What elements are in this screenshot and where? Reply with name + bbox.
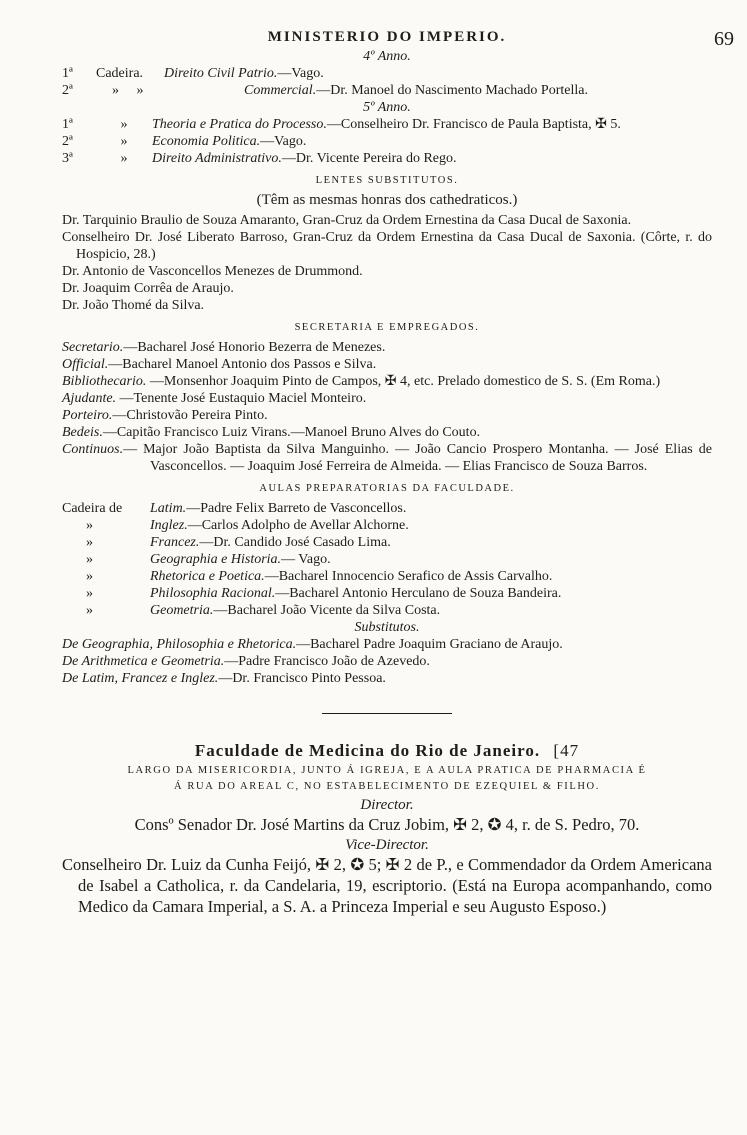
substitutes-heading: LENTES SUBSTITUTOS. (315, 175, 459, 186)
staff-entry (62, 390, 712, 407)
substituto-row (62, 653, 712, 670)
aula-teacher: —Bacharel Antonio Herculano de Souza Bandeira. (275, 586, 562, 601)
aula-teacher: —Dr. Candido José Casado Lima. (199, 535, 391, 550)
staff-text: —Capitão Francisco Luiz Virans.—Manoel Bruno Alves do Couto. (102, 425, 481, 440)
substituto-teacher: —Bacharel Padre Joaquim Graciano de Araujo. (296, 637, 563, 652)
chair-row (62, 82, 712, 99)
staff-entry (62, 441, 712, 475)
aula-teacher: — Vago. (281, 552, 331, 567)
aula-subject: Latim. (150, 501, 187, 516)
chair-subject: Commercial. (244, 83, 317, 98)
substitute-entry: Dr. Joaquim Corrêa de Araujo. (62, 281, 234, 296)
chair-number: 1ª (62, 66, 73, 81)
staff-role: Bibliothecario. (62, 374, 147, 389)
aula-subject: Geometria. (150, 603, 214, 618)
staff-role: Official. (62, 357, 109, 372)
staff-entry (62, 356, 712, 373)
staff-role: Bedeis. (62, 425, 103, 440)
staff-role: Ajudante. (62, 391, 117, 406)
aula-subject: Inglez. (150, 518, 188, 533)
substitutos-title: Substitutos. (354, 620, 420, 635)
address-line: Á RUA DO AREAL C, NO ESTABELECIMENTO DE EZEQUIEL & FILHO. (174, 781, 600, 792)
staff-entry (62, 407, 712, 424)
director-text: Consº Senador Dr. José Martins da Cruz Jobim, ✠ 2, ✪ 4, r. de S. Pedro, 70. (134, 815, 640, 834)
aula-row (62, 551, 712, 568)
ditto-mark: » (120, 134, 128, 149)
staff-role: Secretario. (62, 340, 124, 355)
faculdade-title (62, 742, 712, 759)
aula-row (62, 568, 712, 585)
page-number: 69 (714, 28, 734, 50)
chair-row (62, 133, 712, 150)
substituto-subject: De Arithmetica e Geometria. (62, 654, 225, 669)
aulas-heading: AULAS PREPARATORIAS DA FACULDADE. (259, 483, 515, 494)
staff-text: —Tenente José Eustaquio Maciel Monteiro. (116, 391, 367, 406)
substitute-entry: Conselheiro Dr. José Liberato Barroso, Gran-Cruz da Ordem Ernestina da Casa Ducal de Saxonia. (Côrte, r. do Hospicio, 28.) (62, 230, 712, 262)
aula-subject: Francez. (150, 535, 200, 550)
document-page (62, 26, 734, 917)
chair-holder: —Vago. (260, 134, 307, 149)
aula-teacher: —Padre Felix Barreto de Vasconcellos. (186, 501, 407, 516)
substitute-entry: Dr. João Thomé da Silva. (62, 298, 205, 313)
chair-subject: Direito Administrativo. (152, 151, 282, 166)
aula-subject: Philosophia Racional. (150, 586, 276, 601)
ditto-mark: » (86, 569, 93, 584)
ditto-mark: » (86, 535, 93, 550)
faculdade-ref: [47 (553, 741, 580, 760)
staff-role: Continuos. (62, 442, 124, 457)
staff-entry (62, 339, 712, 356)
section-title: MINISTERIO DO IMPERIO. (267, 29, 507, 45)
chair-row (62, 116, 712, 133)
year-4-title: 4º Anno. (363, 49, 411, 64)
secretaria-heading: SECRETARIA E EMPREGADOS. (294, 322, 480, 333)
aula-teacher: —Bacharel Innocencio Serafico de Assis Carvalho. (264, 569, 553, 584)
staff-text: — Major João Baptista da Silva Manguinho. — João Cancio Prospero Montanha. — José Elias de Vasconcellos. — Joaquim José Ferreira de Almeida. — Elias Francisco de Souza Barros. (123, 442, 712, 474)
chair-subject: Direito Civil Patrio. (164, 66, 278, 81)
substituto-row (62, 670, 712, 687)
substitute-entry: Dr. Tarquinio Braulio de Souza Amaranto, Gran-Cruz da Ordem Ernestina da Casa Ducal de Saxonia. (62, 213, 632, 228)
chair-label: Cadeira. (96, 66, 144, 81)
ditto-mark: » (86, 518, 93, 533)
chair-number: 1ª (62, 117, 73, 132)
chair-holder: —Dr. Manoel do Nascimento Machado Portella. (316, 83, 588, 98)
aula-row (62, 602, 712, 619)
year-5-title: 5º Anno. (363, 100, 411, 115)
faculdade-name: Faculdade de Medicina do Rio de Janeiro. (194, 741, 541, 760)
aula-row (62, 500, 712, 517)
ditto-mark: » » (112, 83, 144, 98)
aula-subject: Rhetorica e Poetica. (150, 569, 265, 584)
substituto-teacher: —Padre Francisco João de Azevedo. (224, 654, 430, 669)
staff-text: —Christovão Pereira Pinto. (112, 408, 268, 423)
substituto-subject: De Latim, Francez e Inglez. (62, 671, 219, 686)
chair-holder: —Dr. Vicente Pereira do Rego. (281, 151, 457, 166)
aula-row (62, 517, 712, 534)
chair-number: 2ª (62, 134, 73, 149)
ditto-mark: » (120, 151, 128, 166)
vice-director-title: Vice-Director. (345, 837, 429, 853)
aula-row (62, 534, 712, 551)
director-title: Director. (360, 797, 414, 813)
staff-entry (62, 424, 712, 441)
running-head (62, 26, 734, 50)
ditto-mark: » (120, 117, 128, 132)
chair-holder: —Vago. (277, 66, 324, 81)
staff-text: —Bacharel Manoel Antonio dos Passos e Silva. (108, 357, 377, 372)
staff-text: —Monsenhor Joaquim Pinto de Campos, ✠ 4, etc. Prelado domestico de S. S. (Em Roma.) (146, 374, 661, 389)
aula-row (62, 585, 712, 602)
aula-subject: Geographia e Historia. (150, 552, 282, 567)
substituto-teacher: —Dr. Francisco Pinto Pessoa. (218, 671, 386, 686)
substitutes-note: (Têm as mesmas honras dos cathedraticos.) (256, 192, 518, 208)
staff-text: —Bacharel José Honorio Bezerra de Menezes. (123, 340, 386, 355)
aula-teacher: —Bacharel João Vicente da Silva Costa. (213, 603, 441, 618)
faculdade-address (62, 763, 712, 795)
chair-holder: —Conselheiro Dr. Francisco de Paula Baptista, ✠ 5. (326, 117, 621, 132)
aula-prefix: Cadeira de (62, 501, 123, 516)
staff-role: Porteiro. (62, 408, 113, 423)
ditto-mark: » (86, 603, 93, 618)
substituto-row (62, 636, 712, 653)
substituto-subject: De Geographia, Philosophia e Rhetorica. (62, 637, 297, 652)
address-line: LARGO DA MISERICORDIA, JUNTO Á IGREJA, E A AULA PRATICA DE PHARMACIA É (127, 765, 647, 776)
chair-number: 2ª (62, 83, 73, 98)
chair-number: 3ª (62, 151, 73, 166)
substitute-entry: Dr. Antonio de Vasconcellos Menezes de Drummond. (62, 264, 363, 279)
vice-director-text: Conselheiro Dr. Luiz da Cunha Feijó, ✠ 2, ✪ 5; ✠ 2 de P., e Commendador da Ordem Americana de Isabel a Catholica, r. da Candelaria, 19, escriptorio. (Está na Europa acompanhando, como Medico da Camara Imperial, a S. A. a Princeza Imperial e seu Augusto Esposo.) (62, 855, 712, 916)
chair-row (62, 150, 712, 167)
aula-teacher: —Carlos Adolpho de Avellar Alchorne. (187, 518, 409, 533)
ditto-mark: » (86, 552, 93, 567)
section-divider (322, 713, 452, 714)
ditto-mark: » (86, 586, 93, 601)
staff-entry (62, 373, 712, 390)
chair-subject: Theoria e Pratica do Processo. (152, 117, 327, 132)
chair-row (62, 65, 712, 82)
chair-subject: Economia Politica. (152, 134, 261, 149)
